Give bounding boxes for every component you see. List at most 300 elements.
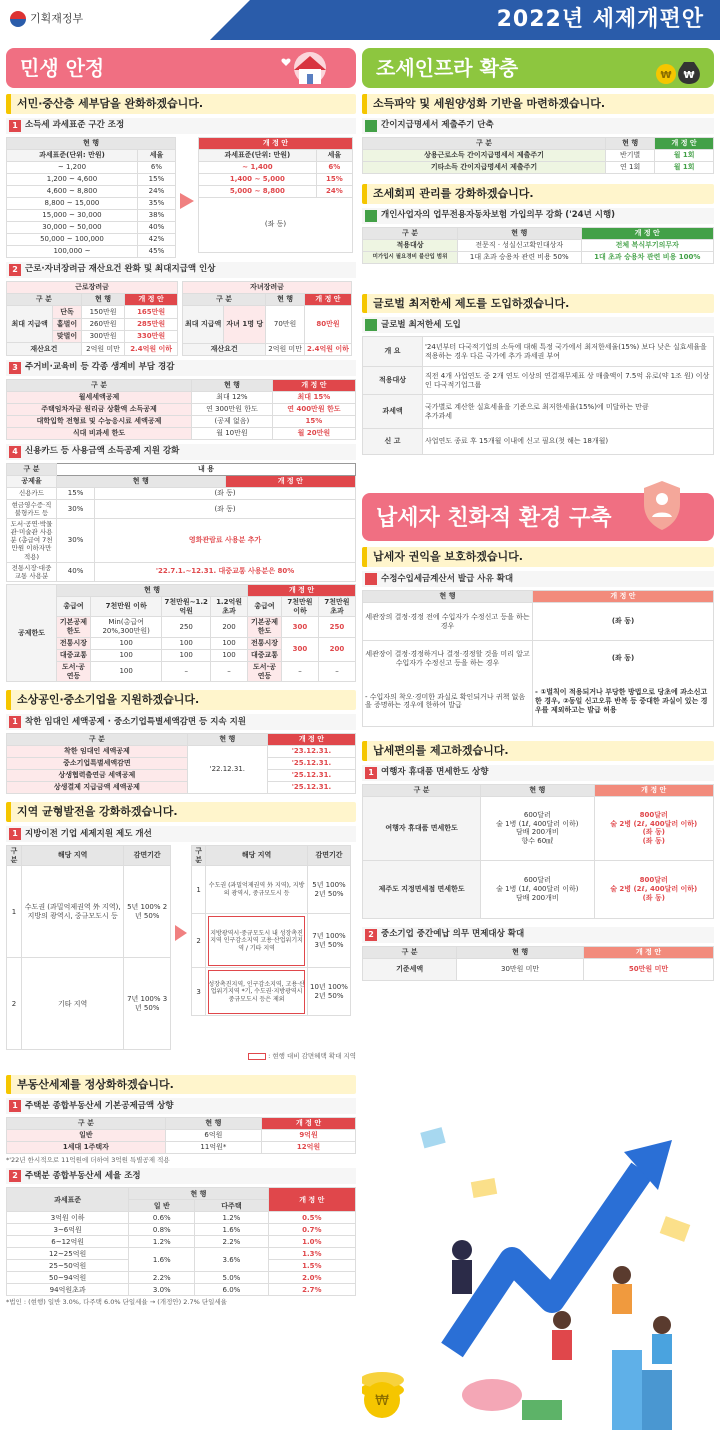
td: 재산요건: [183, 343, 266, 355]
section-heading: 서민·중산층 세부담을 완화하겠습니다.: [6, 94, 356, 114]
section-heading: 글로벌 최저한세 제도를 도입하겠습니다.: [362, 294, 714, 314]
td: 10년 100% 2년 50%: [307, 968, 350, 1016]
table-row: [7, 221, 176, 233]
td: 100: [90, 649, 161, 661]
td: 월 20만원: [272, 427, 355, 439]
th: 개 정 안: [305, 293, 352, 305]
table-row: [7, 209, 176, 221]
td: 100,000 ~: [7, 245, 138, 257]
th: 구 분: [7, 379, 192, 391]
th: 현 행: [606, 137, 655, 149]
th: 현 행: [7, 137, 176, 149]
th: 감면기간: [307, 845, 350, 866]
td: 30%: [57, 499, 95, 518]
td: 전문직 · 성실신고확인대상자: [458, 239, 582, 251]
td: 2.4억원 이하: [305, 343, 352, 355]
td: 과세액: [363, 395, 423, 429]
td: 0.8%: [129, 1224, 195, 1236]
td: 과세표준(단위: 만원): [7, 149, 138, 161]
card-limit-table: [6, 584, 356, 683]
td: 착한 임대인 세액공제: [7, 746, 188, 758]
td: 1: [7, 866, 22, 958]
td: '24년부터 다국적기업의 소득에 대해 특정 국가에서 최저한세율(15%) 보다 낮은 실효세율을 적용하는 경우 다른 국가에 추가 과세권 부여: [423, 337, 714, 367]
badge-number: 1: [9, 828, 21, 840]
td: 7천만원 이하: [281, 596, 318, 617]
td: 24%: [316, 185, 352, 197]
vehicle-insurance-table: [362, 227, 714, 264]
td: 15,000 ~ 30,000: [7, 209, 138, 221]
td: '25.12.31.: [267, 782, 355, 794]
td: 제주도 지정면세점 면세한도: [363, 860, 481, 918]
table-row: [7, 499, 356, 518]
table-row: [199, 161, 353, 173]
arrow-right-icon: [175, 925, 187, 944]
td: 100: [90, 661, 161, 682]
td: 40%: [57, 562, 95, 581]
td: '25.12.31.: [267, 758, 355, 770]
td: 600달러 술 1병 (1ℓ, 400달러 이하) 담배 200개비 향수 60㎖: [481, 796, 594, 860]
td: 세율: [316, 149, 352, 161]
td: 6~12억원: [7, 1236, 129, 1248]
td: 도서·공연·박물관·미술관 사용분 (총급여 7천만원 이하자만 적용): [7, 519, 57, 563]
td: 100: [211, 649, 248, 661]
td: 연 1회: [606, 161, 655, 173]
banner-title: 납세자 친화적 환경 구축: [376, 506, 612, 532]
td: 11억원*: [165, 1142, 261, 1154]
td: 일반: [7, 1130, 166, 1142]
emblem-icon: [10, 11, 26, 27]
td: 30만원 미만: [457, 958, 584, 980]
subsection-title: [362, 571, 714, 587]
th: 현 행: [458, 227, 582, 239]
subsection-label: 중소기업 중간예납 의무 면제대상 확대: [381, 929, 525, 940]
td: 지방광역시·중규모도시 내 성장촉진지역 인구감소지역 고용·산업위기지역 / 기타 지역: [206, 914, 308, 968]
td: 1.2%: [129, 1236, 195, 1248]
table-row: [7, 403, 356, 415]
td: 중소기업특별세액감면: [7, 758, 188, 770]
td: 재산요건: [7, 343, 82, 355]
badge-number: 1: [365, 767, 377, 779]
th: 구 분: [7, 1118, 166, 1130]
td: 4,600 ~ 8,800: [7, 185, 138, 197]
td: 1,400 ~ 5,000: [199, 173, 317, 185]
td: 맞벌이: [53, 331, 81, 343]
td: 70만원: [266, 305, 305, 343]
td: 12억원: [262, 1142, 356, 1154]
th: 현 행: [457, 946, 584, 958]
earned-income-table: [6, 281, 178, 356]
td: 최대 15%: [272, 391, 355, 403]
td: (좌 동): [533, 603, 714, 641]
subsection-label: 소득세 과세표준 구간 조정: [25, 120, 125, 131]
td: (좌 동): [95, 499, 356, 518]
person-shield-icon: [640, 479, 684, 533]
td: 2.2%: [129, 1272, 195, 1284]
th: 개 정 안: [584, 946, 714, 958]
td: 300만원: [81, 331, 125, 343]
td: 3~6억원: [7, 1224, 129, 1236]
table-row: [7, 391, 356, 403]
td: 5.0%: [195, 1272, 268, 1284]
sme-support-table: [6, 733, 356, 794]
subsection-title: [362, 765, 714, 781]
td: 2.0%: [268, 1272, 355, 1284]
td: 홑벌이: [53, 318, 81, 330]
th: 현 행: [81, 294, 125, 306]
td: 30%: [57, 519, 95, 563]
child-incentive-table: [182, 281, 352, 356]
left-column: [6, 48, 356, 1309]
td: 100: [162, 637, 211, 649]
td: 50만원 미만: [584, 958, 714, 980]
td: 총급여: [57, 596, 91, 617]
td: 24%: [137, 185, 175, 197]
subsection-label: 주거비·교육비 등 각종 생계비 부담 경감: [25, 362, 175, 373]
td: '22.12.31.: [187, 746, 267, 794]
relocation-new-table: [191, 845, 351, 1017]
td: 연 300만원 한도: [192, 403, 273, 415]
subsection-title: [6, 714, 356, 730]
th: 개 정 안: [581, 227, 714, 239]
td: 800달러 술 2병 (2ℓ, 400달러 이하) (좌 동) (좌 동): [594, 796, 714, 860]
subsection-title: [6, 262, 356, 278]
td: 상용근로소득 간이지급명세서 제출주기: [363, 149, 606, 161]
td: 3억원 이하: [7, 1212, 129, 1224]
th: 개 정 안: [268, 1188, 355, 1212]
th: 개 정 안: [533, 591, 714, 603]
td: 1대 초과 승용차 관련 비용 50%: [458, 251, 582, 263]
money-bag-icon: [644, 48, 704, 88]
td: 1.0%: [268, 1236, 355, 1248]
house-icon: [280, 50, 340, 86]
td: 150만원: [81, 306, 125, 318]
td: 단독: [53, 306, 81, 318]
td: 15%: [272, 415, 355, 427]
td: 2: [7, 958, 22, 1050]
table-row: [7, 233, 176, 245]
td: '22.7.1.~12.31. 대중교통 사용분은 80%: [95, 562, 356, 581]
rising-arrow-illustration: [362, 1100, 714, 1430]
td: 1대 초과 승용차 관련 비용 100%: [581, 251, 714, 263]
th: 해당 지역: [22, 845, 124, 866]
legend-box-icon: [248, 1053, 266, 1060]
th: 구 분: [7, 294, 82, 306]
td: 공제율: [7, 475, 57, 487]
banner-livelihood: [6, 48, 356, 88]
td: 7천만원 초과: [318, 596, 355, 617]
td: 2.4억원 이하: [125, 343, 178, 355]
td: 세관장의 결정·경정 전에 수입자가 수정신고 등을 하는 경우: [363, 603, 533, 641]
th: 구분: [192, 845, 206, 866]
td: ~ 1,200: [7, 161, 138, 173]
badge-number: 1: [9, 1100, 21, 1112]
td: 250: [318, 617, 355, 638]
th: 자녀장려금: [183, 281, 352, 293]
td: 총급여: [248, 596, 282, 617]
subsection-label: 주택분 종합부동산세 기본공제금액 상향: [25, 1100, 174, 1111]
banner-taxpayer-friendly: [362, 493, 714, 541]
td: –: [162, 661, 211, 682]
th: 개 정 안: [199, 137, 353, 149]
th: 현 행: [481, 784, 594, 796]
td: 2억원 미만: [81, 343, 125, 355]
th: 현 행: [363, 591, 533, 603]
table-row: [7, 161, 176, 173]
th: 개 정 안: [655, 137, 714, 149]
prepayment-table: [362, 946, 714, 981]
td: 40%: [137, 221, 175, 233]
td: 1.2%: [195, 1212, 268, 1224]
table-row: [7, 519, 356, 563]
td: 최대 지급액: [7, 306, 53, 343]
td: 수도권 (과밀억제권역 外 지역), 지방의 광역시, 중규모도시 등: [206, 866, 308, 914]
td: 800달러 술 2병 (2ℓ, 400달러 이하) (좌 동): [594, 860, 714, 918]
th: 해당 지역: [206, 845, 308, 866]
banner-title: 민생 안정: [20, 56, 105, 80]
td: 15%: [316, 173, 352, 185]
td: 35%: [137, 197, 175, 209]
td: 6%: [137, 161, 175, 173]
td: (좌 동): [533, 641, 714, 677]
section-heading: 지역 균형발전을 강화하겠습니다.: [6, 802, 356, 822]
tax-bracket-tables: [6, 137, 356, 258]
th: 구분: [7, 845, 22, 866]
td: 7년 100% 3년 50%: [124, 958, 171, 1050]
td: 신용카드: [7, 487, 57, 499]
td: (공제 없음): [192, 415, 273, 427]
td: 전통시장: [248, 637, 282, 649]
section-heading: 부동산세제를 정상화하겠습니다.: [6, 1075, 356, 1095]
td: –: [281, 661, 318, 682]
td: 상생협력출연금 세액공제: [7, 770, 188, 782]
td: 기본공제한도: [248, 617, 282, 638]
table-row: [199, 185, 353, 197]
td: 최대 12%: [192, 391, 273, 403]
td: 7천만원~1.2억원: [162, 596, 211, 617]
td: 25~50억원: [7, 1260, 129, 1272]
subsection-label: 신용카드 등 사용금액 소득공제 지원 강화: [25, 446, 180, 457]
td: 여행자 휴대품 면세한도: [363, 796, 481, 860]
td: –: [211, 661, 248, 682]
td: 15%: [57, 487, 95, 499]
td: 적용대상: [363, 239, 458, 251]
td: 6%: [316, 161, 352, 173]
table-row: [7, 562, 356, 581]
th: 구 분: [363, 227, 458, 239]
th: 개 정 안: [267, 734, 355, 746]
th: 구 분: [7, 734, 188, 746]
subsection-title: [362, 927, 714, 943]
td: 0.5%: [268, 1212, 355, 1224]
td: 2억원 미만: [266, 343, 305, 355]
td: 2: [192, 914, 206, 968]
td: 성장촉진지역, 인구감소지역, 고용·산업위기지역 *기, 수도권·지방광역시 중규모도시 등은 제외: [206, 968, 308, 1016]
banner-tax-infra: [362, 48, 714, 88]
td: 월 10만원: [192, 427, 273, 439]
subsection-label: 착한 임대인 세액공제 · 중소기업특별세액감면 등 지속 지원: [25, 716, 247, 727]
subsection-title: [6, 1098, 356, 1114]
td: 월 1회: [655, 161, 714, 173]
section-heading: 소득파악 및 세원양성화 기반을 마련하겠습니다.: [362, 94, 714, 114]
td: 월 1회: [655, 149, 714, 161]
logo-text: 기획재정부: [30, 12, 84, 26]
relocation-current-table: [6, 845, 171, 1051]
subsection-title: [6, 360, 356, 376]
td: 과세표준(단위: 만원): [199, 149, 317, 161]
td: 사업연도 종료 후 15개월 이내에 신고 필요(첫 해는 18개월): [423, 429, 714, 455]
td: 200: [211, 617, 248, 638]
td: 개 요: [363, 337, 423, 367]
td: 기타 지역: [22, 958, 124, 1050]
td: 600달러 술 1병 (1ℓ, 400달러 이하) 담배 200개비: [481, 860, 594, 918]
td: 적용대상: [363, 367, 423, 395]
td: 2.7%: [268, 1284, 355, 1296]
td: 대학입학 전형료 및 수능응시료 세액공제: [7, 415, 192, 427]
td: 자녀 1명 당: [224, 305, 266, 343]
th: 현 행: [129, 1188, 268, 1200]
table-row: [7, 487, 356, 499]
td: 9억원: [262, 1130, 356, 1142]
td: 현금영수증·직불형카드 등: [7, 499, 57, 518]
td: 6억원: [165, 1130, 261, 1142]
td: 전통시장·대중교통 사용분: [7, 562, 57, 581]
th: 개 정 안: [225, 475, 355, 487]
td: (좌 동): [199, 197, 353, 252]
td: 공제한도: [7, 584, 57, 682]
td: 대중교통: [248, 649, 282, 661]
td: 주택임차자금 원리금 상환액 소득공제: [7, 403, 192, 415]
th: 개 정 안: [125, 294, 178, 306]
td: 94억원초과: [7, 1284, 129, 1296]
td: 상생결제 지급금액 세액공제: [7, 782, 188, 794]
td: 300: [281, 637, 318, 661]
card-deduction-table: [6, 463, 356, 582]
badge-square: [365, 210, 377, 222]
subsection-label: 글로벌 최저한세 도입: [381, 319, 461, 330]
subsection-title: [6, 1168, 356, 1184]
th: 구 분: [363, 137, 606, 149]
td: 100: [162, 649, 211, 661]
td: 수도권 (과밀억제권역 外 지역), 지방의 광역시, 중규모도시 등: [22, 866, 124, 958]
th: 구 분: [363, 946, 457, 958]
banner-title: 조세인프라 확충: [376, 56, 519, 80]
badge-square: [365, 573, 377, 585]
td: 1.2억원 초과: [211, 596, 248, 617]
th: 현 행: [57, 475, 226, 487]
td: 1.6%: [129, 1248, 195, 1272]
td: 세관장이 결정·경정하거나 결정·경정할 것을 미리 알고 수입자가 수정신고 등을 하는 경우: [363, 641, 533, 677]
th: 현 행: [266, 293, 305, 305]
td: 260만원: [81, 318, 125, 330]
td: 1.5%: [268, 1260, 355, 1272]
badge-number: 3: [9, 362, 21, 374]
svg-text:₩: ₩: [660, 70, 672, 81]
duty-free-table: [362, 784, 714, 919]
badge-number: 2: [9, 264, 21, 276]
th: 내 용: [57, 463, 356, 475]
subsection-label: 여행자 휴대품 면세한도 상향: [381, 767, 489, 778]
badge-square: [365, 319, 377, 331]
td: 5년 100% 2년 50%: [307, 866, 350, 914]
td: 45%: [137, 245, 175, 257]
td: 285만원: [125, 318, 178, 330]
table-row: [199, 173, 353, 185]
table-row: [7, 197, 176, 209]
td: 42%: [137, 233, 175, 245]
th: 구 분: [183, 293, 266, 305]
td: 전체 복식부기의무자: [581, 239, 714, 251]
page-header: [0, 0, 720, 40]
section-heading: 조세회피 관리를 강화하겠습니다.: [362, 184, 714, 204]
td: 50~94억원: [7, 1272, 129, 1284]
footnote: *법인 : (현행) 일반 3.0%, 다주택 6.0% 단일세율 → (개정안) 2.7% 단일세율: [6, 1298, 227, 1307]
td: 7년 100% 3년 50%: [307, 914, 350, 968]
td: 세율: [137, 149, 175, 161]
subsection-title: [6, 444, 356, 460]
td: 반기별: [606, 149, 655, 161]
td: 330만원: [125, 331, 178, 343]
td: 식대 비과세 한도: [7, 427, 192, 439]
th: 개 정 안: [272, 379, 355, 391]
table-row: [7, 185, 176, 197]
td: (좌 동): [95, 487, 356, 499]
td: 연 400만원 한도: [272, 403, 355, 415]
subsection-title: [6, 826, 356, 842]
badge-number: 2: [9, 1170, 21, 1182]
th: 현 행: [192, 379, 273, 391]
global-min-tax-table: [362, 336, 714, 455]
td: 15%: [137, 173, 175, 185]
section-heading: 납세편의를 제고하겠습니다.: [362, 741, 714, 761]
td: 38%: [137, 209, 175, 221]
td: 3: [192, 968, 206, 1016]
td: 30,000 ~ 50,000: [7, 221, 138, 233]
td: 기본공제한도: [57, 617, 91, 638]
legend-text: : 현행 대비 감면혜택 확대 지역: [268, 1052, 356, 1061]
td: 300: [281, 617, 318, 638]
th: 감면기간: [124, 845, 171, 866]
td: '25.12.31.: [267, 770, 355, 782]
td: 50,000 ~ 100,000: [7, 233, 138, 245]
section-heading: 납세자 권익을 보호하겠습니다.: [362, 547, 714, 567]
td: 1세대 1주택자: [7, 1142, 166, 1154]
td: 7천만원 이하: [90, 596, 161, 617]
section-heading: 소상공인·중소기업을 지원하겠습니다.: [6, 690, 356, 710]
td: ~ 1,400: [199, 161, 317, 173]
td: 2.2%: [195, 1236, 268, 1248]
badge-square: [365, 120, 377, 132]
subsection-title: [6, 118, 356, 134]
relocation-tables: [6, 845, 356, 1051]
td: 1,200 ~ 4,600: [7, 173, 138, 185]
living-cost-table: [6, 379, 356, 440]
td: 12~25억원: [7, 1248, 129, 1260]
property-rate-table: [6, 1187, 356, 1296]
td: 신 고: [363, 429, 423, 455]
td: 1.3%: [268, 1248, 355, 1260]
th: 구 분: [7, 463, 57, 475]
svg-text:₩: ₩: [683, 70, 695, 81]
subsection-title: [362, 317, 714, 333]
td: Min(총급여 20%,300만원): [90, 617, 161, 638]
td: 도서·공연등: [248, 661, 282, 682]
table-row: [7, 427, 356, 439]
td: 전통시장: [57, 637, 91, 649]
ministry-logo: [10, 11, 83, 27]
footnote: *'22년 한시적으로 11억원에 더하여 3억원 특별공제 적용: [6, 1156, 170, 1165]
td: 최대 지급액: [183, 305, 224, 343]
th: 현 행: [57, 584, 248, 596]
